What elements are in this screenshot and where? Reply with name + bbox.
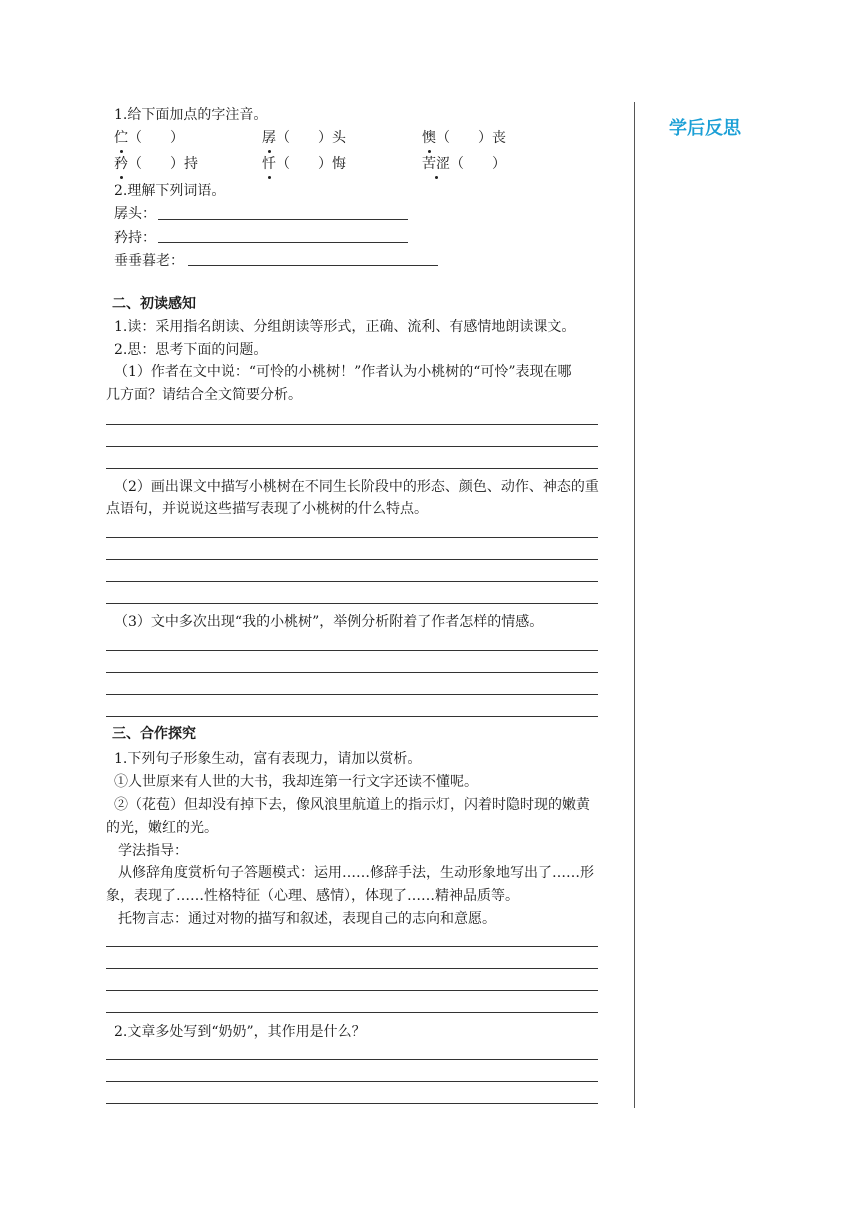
pinyin-item-1: 伫（ ） <box>114 130 184 146</box>
guide-label: 学法指导： <box>118 843 188 859</box>
question-text: 几方面？请结合全文简要分析。 <box>106 387 302 403</box>
pinyin-item-3: 懊（ ）丧 <box>422 130 506 146</box>
reflection-column-title: 学后反思 <box>669 118 741 139</box>
paragraph: 1.读：采用指名朗读、分组朗读等形式，正确、流利、有感情地朗读课文。 <box>114 319 576 335</box>
question-text: （2）画出课文中描写小桃树在不同生长阶段中的形态、颜色、动作、神态的重 <box>114 479 599 495</box>
pinyin-item-6: 苦涩（ ） <box>422 156 506 172</box>
pinyin-item-5: 忏（ ）悔 <box>262 156 346 172</box>
answer-line <box>158 219 408 220</box>
answer-line <box>106 716 598 717</box>
question-2-terms: 2.理解下列词语。 <box>114 183 226 199</box>
answer-line <box>106 650 598 651</box>
section-heading: 二、初读感知 <box>112 296 196 312</box>
answer-line <box>106 1081 598 1082</box>
question-text: （1）作者在文中说：“可怜的小桃树！”作者认为小桃树的“可怜”表现在哪 <box>114 364 572 380</box>
term-label: 孱头： <box>114 206 156 222</box>
question-text: （3）文中多次出现“我的小桃树”，举例分析附着了作者怎样的情感。 <box>114 614 544 630</box>
answer-line <box>106 603 598 604</box>
question-text: 2.文章多处写到“奶奶”，其作用是什么？ <box>114 1024 366 1040</box>
paragraph: 2.思：思考下面的问题。 <box>114 342 268 358</box>
guide-text: 从修辞角度赏析句子答题模式：运用……修辞手法，生动形象地写出了……形 <box>118 865 594 881</box>
answer-line <box>106 468 598 469</box>
section-heading: 三、合作探究 <box>112 726 196 742</box>
paragraph: 1.下列句子形象生动，富有表现力，请加以赏析。 <box>114 751 422 767</box>
pinyin-item-4: 矜（ ）持 <box>114 156 198 172</box>
pinyin-item-2: 孱（ ）头 <box>262 130 346 146</box>
answer-line <box>188 265 438 266</box>
answer-line <box>158 242 408 243</box>
column-divider <box>634 102 635 1108</box>
answer-line <box>106 990 598 991</box>
term-label: 矜持： <box>114 230 156 246</box>
sentence: ①人世原来有人世的大书，我却连第一行文字还读不懂呢。 <box>114 774 478 790</box>
answer-line <box>106 672 598 673</box>
answer-line <box>106 559 598 560</box>
answer-line <box>106 537 598 538</box>
answer-line <box>106 1059 598 1060</box>
guide-text: 托物言志：通过对物的描写和叙述，表现自己的志向和意愿。 <box>118 911 496 927</box>
answer-line <box>106 946 598 947</box>
answer-line <box>106 1012 598 1013</box>
sentence: 的光，嫩红的光。 <box>106 820 218 836</box>
term-label: 垂垂暮老： <box>114 253 184 269</box>
guide-text: 象，表现了……性格特征（心理、感情），体现了……精神品质等。 <box>106 888 519 904</box>
answer-line <box>106 1103 598 1104</box>
answer-line <box>106 968 598 969</box>
answer-line <box>106 446 598 447</box>
answer-line <box>106 581 598 582</box>
answer-line <box>106 424 598 425</box>
answer-line <box>106 694 598 695</box>
question-text: 点语句，并说说这些描写表现了小桃树的什么特点。 <box>106 501 428 517</box>
question-1-pinyin: 1.给下面加点的字注音。 <box>114 107 268 123</box>
sentence: ②（花苞）但却没有掉下去，像风浪里航道上的指示灯，闪着时隐时现的嫩黄 <box>114 797 590 813</box>
